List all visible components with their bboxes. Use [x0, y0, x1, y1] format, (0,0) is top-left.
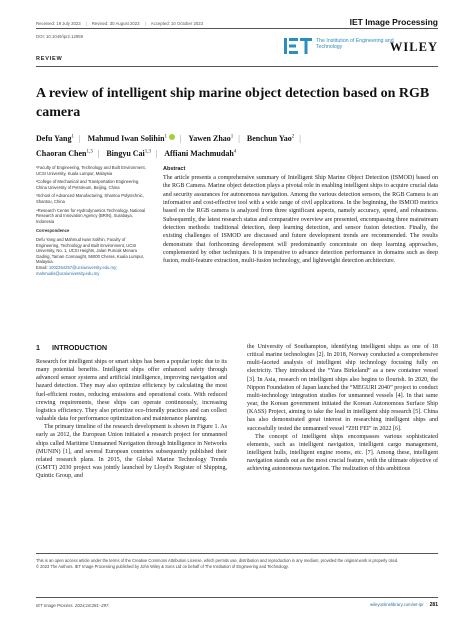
copyright-text: © 2023 The Authors. IET Image Processing published by John Wiley & Sons Ltd on behalf of The Institution of Engineering and Technology.: [36, 563, 289, 569]
author[interactable]: Defu Yang$^1$: [36, 133, 74, 143]
author[interactable]: Mahmud Iwan Solihin$^1$: [88, 134, 175, 143]
email-label: Email:: [36, 264, 48, 270]
header-divider: [36, 28, 438, 29]
received-date: Received: 19 July 2023: [36, 21, 81, 26]
footer-divider: [36, 597, 438, 598]
author[interactable]: Yawen Zhao$^1$: [188, 133, 234, 143]
author[interactable]: Bingyu Cai$^{1,3}$: [106, 149, 152, 159]
affiliation: ²College of Mechanical and Transportation Engineering, China University of Petroleum, Beijing, China: [36, 179, 140, 190]
iet-logo-icon: [284, 36, 312, 56]
correspondence-heading: Correspondence: [36, 228, 70, 234]
body-column-left: [36, 358, 227, 480]
journal-citation: IET Image Process. 2024;18:281–297.: [36, 603, 110, 608]
affiliation: ⁴Research Center for Hydrodynamics Technology, National Research and Innovation Agency (BRIN), Surabaya, Indonesia: [36, 207, 146, 224]
correspondence-body: Defu Yang and Mahmud Iwan Solihin, Faculty of Engineering, Technology and Built Environment, UCSI University, No. 1, UCSI Heights, Jalan Puncak Menara Gading, Taman Connaught, 56000 Cheras, Kuala Lumpur, Malaysia.: [36, 236, 144, 265]
author[interactable]: Benchun Yao$^2$: [246, 133, 295, 143]
journal-name: IET Image Processing: [349, 17, 438, 27]
section-heading: [36, 343, 107, 352]
abstract-text: The article presents a comprehensive summary of Intelligent Ship Marine Object Detection (ISMOD) based on the RGB Camera. Marine object detection plays a pivotal role in enabling intelligent ships to acquire crucial data and security assurances for autonomous navigation. Among the various detection sensors, the RGB Camera is an informative and cost-effective tool with a wide range of civil applications. In the beginning, the ISMOD metrics based on the RGB camera is analyzed from three significant aspects, namely accuracy, speed, and robustness. Subsequently, the latest research status and comparative overview are presented, encompassing three mainstream detection methods: traditional detection, deep learning detection, and sensor fusion detection. Finally, the existing challenges of ISMOD are discussed and future development trends are recommended. The results demonstrate that forthcoming development will predominantly concentrate on deep learning approaches, complemented by other techniques. It is imperative to advance detection performance in domains such as deep fusion, multi-feature extraction, multi-fusion technology, and lightweight detection architecture.: [163, 175, 438, 265]
section-number: 1: [36, 343, 40, 352]
license-footnote: [36, 558, 438, 570]
affiliation: ³School of Advanced Manufacturing, Shantou Polytechnic, Shantou, China: [36, 193, 144, 204]
body-column-right: [247, 343, 438, 474]
article-dates: Received: 19 July 2023 | Revised: 30 August 2023 | Accepted: 10 October 2023: [36, 21, 204, 26]
section-divider: [36, 66, 438, 67]
author[interactable]: Affiani Machmudah$^4$: [164, 149, 237, 159]
license-text: This is an open access article under the terms of the Creative Commons Attribution License, which permits use, distribution and reproduction in any medium, provided the original work is properly cited.: [36, 558, 399, 563]
footnote-divider: [36, 553, 438, 554]
paragraph: The primary timeline of the research development is shown in Figure 1. As early as 2012, the European Union initiated a research project for unmanned ships called Maritime Unmanned Navigation through Intelligence in Networks (MUNIN) [1], and several European countries subsequently published their related research plans. In 2015, the Global Marine Technology Trends (GMTT) 2030 project was jointly launched by Lloyd's Register of Shipping, Quintic Group, and: [36, 424, 227, 480]
section-title: INTRODUCTION: [52, 343, 108, 352]
author[interactable]: Chaoran Chen$^{1,3}$: [36, 149, 93, 159]
paragraph: the University of Southampton, identifying intelligent ships as one of 18 critical marine technologies [2]. In 2018, Norway conducted a comprehensive multi-faceted analysis of intelligent ship technology focusing fully on electricity. They introduced the “Yara Birkeland” as a new container vessel [3]. In Asia, research on intelligent ships also begins to flourish. In 2020, the Nippon Foundation of Japan launched the “MEGURI 2040” project to conduct multi-technology integration studies for unmanned vessels [4]. In that same year, the Korean government initiated the Korean Autonomous Surface Ship (KASS) Project, aiming to take the lead in intelligent ship research [5]. China has also demonstrated great interest in researching intelligent ships and successfully tested the unmanned vessel “ZHI FEI” in 2022 [6].: [247, 344, 438, 432]
section-label: REVIEW: [36, 56, 63, 62]
email-links[interactable]: 1002264257@ucsiuniversity.edu.my; mahmudis@ucsiuniversity.edu.my: [36, 264, 118, 276]
page-number: 281: [429, 602, 438, 608]
footer-links: [370, 602, 438, 608]
logo-text: The Institution of Engineering and Technology: [316, 38, 394, 50]
abstract-heading: Abstract: [163, 166, 186, 172]
affiliation: ¹Faculty of Engineering, Technology and Built Environment, UCSI University, Kuala Lumpur, Malaysia: [36, 165, 146, 176]
revised-date: Revised: 30 August 2023: [91, 21, 140, 26]
author-list: Defu Yang$^1$ | Mahmud Iwan Solihin$^1$ | Yawen Zhao$^1$ | Benchun Yao$^2$ | Chaoran Chen$^{1,3}$ | Bingyu Cai$^{1,3}$ | Affiani Machmudah$^4$: [36, 133, 301, 159]
abstract: [163, 166, 438, 266]
article-title: A review of intelligent ship marine object detection based on RGB camera: [36, 86, 430, 120]
accepted-date: Accepted: 10 October 2023: [150, 21, 204, 26]
affiliations: [36, 165, 146, 276]
publisher-logo: WILEY: [389, 40, 438, 54]
journal-url[interactable]: wileyonlinelibrary.com/iet-ipr: [370, 602, 424, 607]
paragraph: Research for intelligent ships or smart ships has been a popular topic due to its many potential benefits. Intelligent ships offer enhanced safety through advanced sensor systems and artificial intelligence, improving navigation and hazard detection. They may also optimize efficiency by calculating the most fuel-efficient routes, reducing emissions and operational costs. With reduced crewing requirements, these ships can operate continuously, increasing logistics efficiency. They also prioritize eco-friendly practices and can collect valuable data for performance optimization and maintenance planning.: [36, 359, 227, 423]
doi[interactable]: DOI: 10.1049/ipr2.12959: [36, 34, 84, 39]
orcid-icon[interactable]: [169, 134, 175, 140]
paragraph: The concept of intelligent ships encompasses various sophisticated elements, such as intelligent navigation, intelligent cargo management, intelligent hulls, intelligent engine rooms, etc. [7]. Among these, intelligent navigation stands out as the most crucial feature, with the ultimate objective of achieving autonomous navigation. The realization of this ambitious: [247, 433, 438, 473]
